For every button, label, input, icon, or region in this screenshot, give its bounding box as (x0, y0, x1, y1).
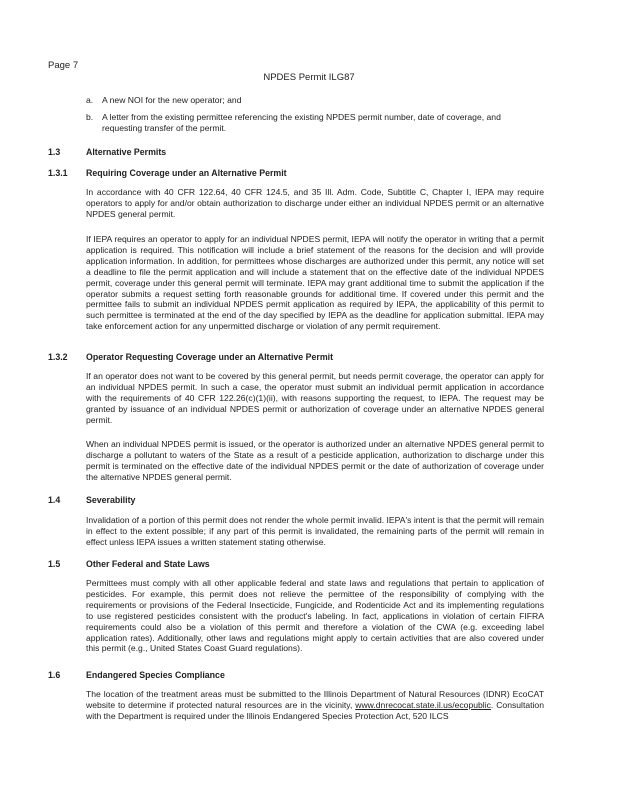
list-item-label: b. (86, 112, 94, 122)
section-number: 1.3.2 (48, 352, 68, 362)
paragraph (86, 689, 544, 722)
list-item-label: a. (86, 95, 94, 105)
paragraph: In accordance with 40 CFR 122.64, 40 CFR 124.5, and 35 Ill. Adm. Code, Subtitle C, Chapter I, IEPA may require operators to apply for and/or obtain authorization to discharge under either an individual NPDES permit or an alternative NPDES general permit. (86, 187, 544, 219)
section-heading-1-6 (48, 670, 225, 680)
ecocat-link[interactable]: www.dnrecocat.state.il.us/ecopublic (355, 699, 491, 710)
paragraph: If IEPA requires an operator to apply for an individual NPDES permit, IEPA will notify the operator in writing that a permit application is required. This notification will include a brief statement of the reasons for the decision and will provide application information. In addition, for permittees whose discharges are authorized under this permit, any notice will set a deadline to file the permit application and will include a statement that on the effective date of the individual NPDES permit, coverage under this general permit will terminate. IEPA may grant additional time to submit the application if the operator submits a request setting forth reasonable grounds for additional time. If covered under this permit and the permittee fails to submit an individual NPDES permit application as required by IEPA, the applicability of this permit to such permittee is terminated at the end of the day specified by IEPA as the deadline for application submittal. IEPA may take enforcement action for any unpermitted discharge or violation of any permit requirement. (86, 234, 544, 332)
section-number: 1.5 (48, 559, 61, 569)
section-heading-1-4 (48, 495, 135, 505)
list-item (86, 112, 542, 134)
section-heading-1-3-1 (48, 168, 287, 178)
section-number: 1.4 (48, 495, 61, 505)
section-heading-1-3 (48, 147, 166, 157)
section-title: Severability (86, 495, 136, 505)
transfer-requirements-list (86, 95, 542, 140)
paragraph-text: . Consultation with the Department is required under the Illinois Endangered Species Protection Act, 520 ILCS (86, 699, 544, 721)
paragraph: Invalidation of a portion of this permit does not render the whole permit invalid. IEPA's intent is that the permit will remain in effect to the extent possible; if any part of this permit is invalidated, the remaining parts of the permit will remain in effect unless IEPA issues a written statement stating otherwise. (86, 515, 544, 547)
paragraph: Permittees must comply with all other applicable federal and state laws and regulations that pertain to application of pesticides. For example, this permit does not relieve the permittee of the responsibility of complying with the requirements or provisions of the Federal Insecticide, Fungicide, and Rodenticide Act and its implementing regulations to use registered pesticides consistent with the product's labeling. In fact, applications in violation of certain FIFRA requirements could also be a violation of this permit and therefore a violation of the CWA (e.g. exceeding label application rates). Additionally, other laws and regulations might apply to certain activities that are also covered under this permit (e.g., United States Coast Guard regulations). (86, 578, 544, 654)
permit-title: NPDES Permit ILG87 (263, 72, 355, 83)
section-title: Operator Requesting Coverage under an Alternative Permit (86, 352, 334, 362)
section-heading-1-3-2 (48, 352, 333, 362)
section-number: 1.3.1 (48, 168, 68, 178)
section-heading-1-5 (48, 559, 210, 569)
paragraph: When an individual NPDES permit is issued, or the operator is authorized under an alternative NPDES general permit to discharge a pollutant to waters of the State as a result of a pesticide application, authorization to discharge under this permit is terminated on the effective date of the individual NPDES permit or the date of authorization of coverage under the alternative NPDES general permit. (86, 439, 544, 482)
section-title: Other Federal and State Laws (86, 559, 210, 569)
list-item-text: A new NOI for the new operator; and (102, 95, 242, 105)
section-title: Requiring Coverage under an Alternative Permit (86, 168, 287, 178)
paragraph: If an operator does not want to be covered by this general permit, but needs permit coverage, the operator can apply for an individual NPDES permit. In such a case, the operator must submit an individual permit application in accordance with the requirements of 40 CFR 122.26(c)(1)(ii), with reasons supporting the request, to IEPA. The request may be granted by issuance of an individual NPDES permit or authorization of coverage under an alternative NPDES general permit. (86, 371, 544, 425)
section-title: Alternative Permits (86, 147, 167, 157)
page-label: Page 7 (48, 60, 79, 71)
paragraph-text: The location of the treatment areas must be submitted to the Illinois Department of Natural Resources (IDNR) EcoCAT website to determine if protected natural resources are in the vicinity, (86, 689, 544, 710)
section-number: 1.6 (48, 670, 61, 680)
list-item (86, 95, 542, 106)
section-number: 1.3 (48, 147, 61, 157)
section-title: Endangered Species Compliance (86, 670, 225, 680)
list-item-text: A letter from the existing permittee referencing the existing NPDES permit number, date of coverage, and requesting transfer of the permit. (102, 112, 501, 133)
